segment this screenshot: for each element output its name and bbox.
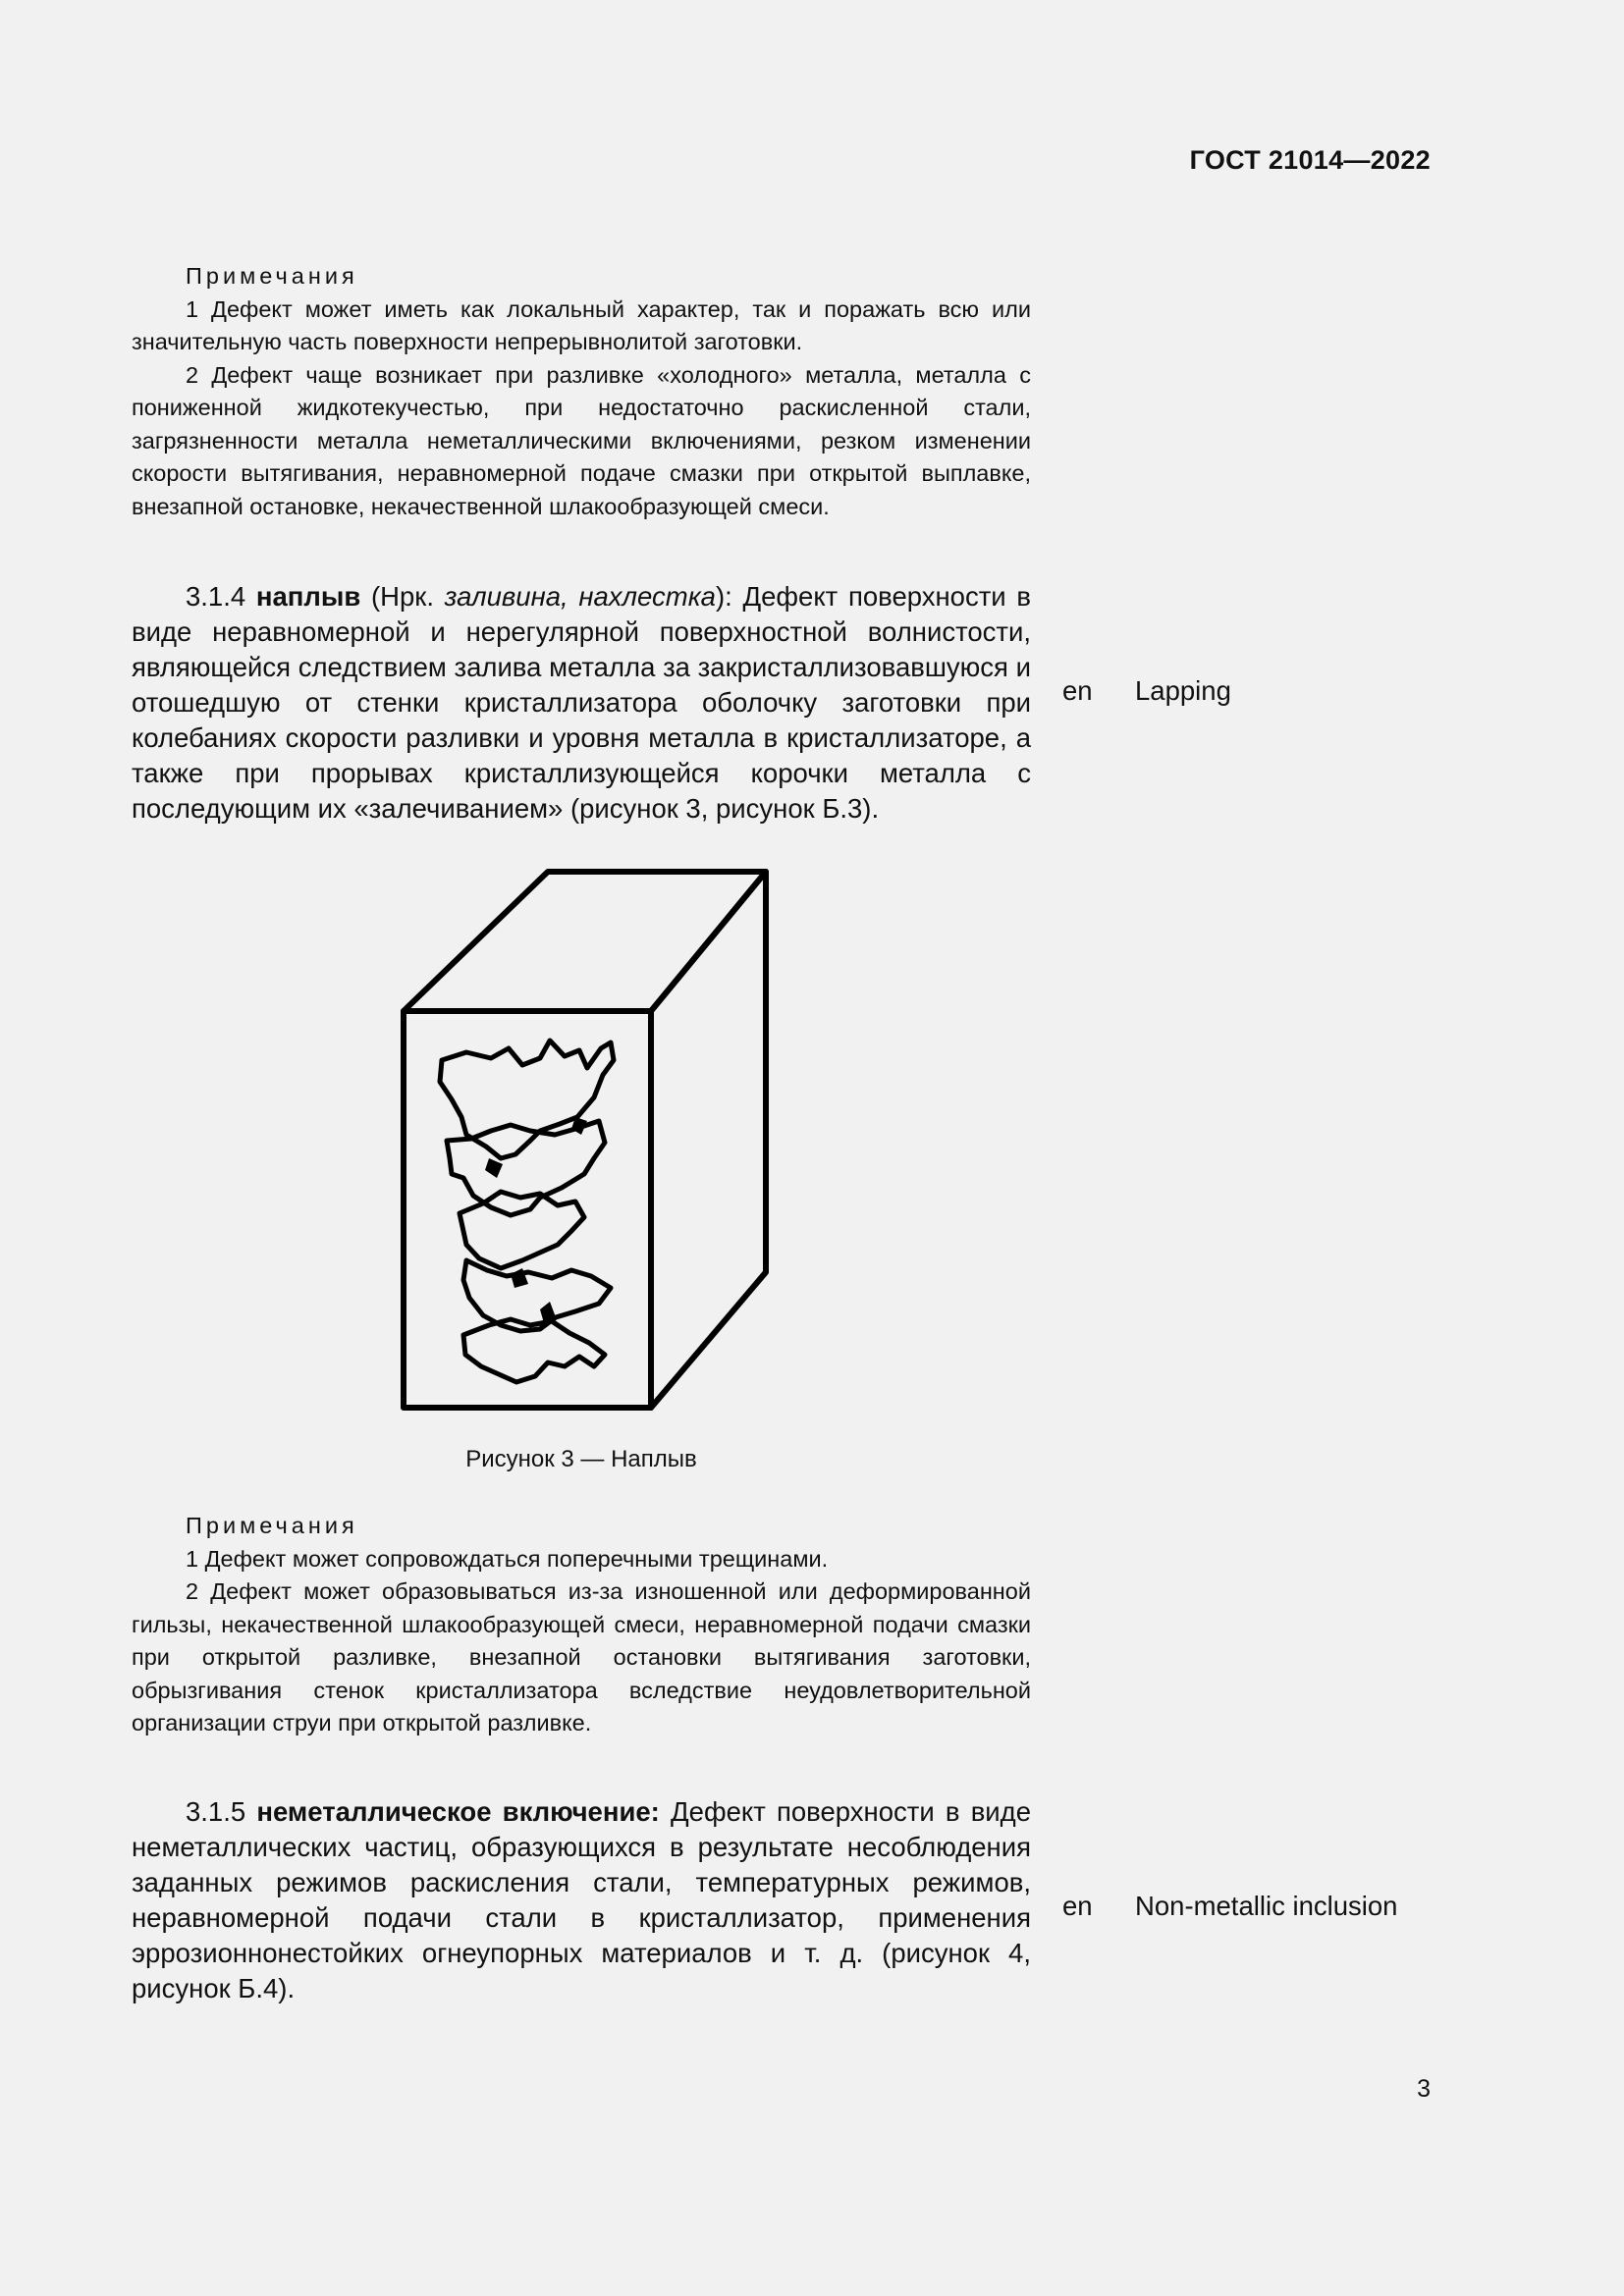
definition-text: Дефект поверхности в виде неравномерной и нерегулярной поверхностной волнистости, являющейся следствием залива металла за закристаллизовавшуюся и отошедшую от стенки кристаллизатора оболочку заготовки при колебаниях скорости разливки и уровня металла в кристаллизаторе, а также при прорывах кристаллизующейся корочки металла с последующим их «залечиванием» (рисунок 3, рисунок Б.3). [132,581,1031,824]
document-code: ГОСТ 21014—2022 [1189,145,1431,175]
term-name: наплыв [255,581,361,612]
term-number: 3.1.4 [186,581,246,612]
notes-block-2 [132,1510,1031,1740]
note-item: 1 Дефект может сопровождаться поперечными трещинами. [186,1545,829,1572]
lang-code: en [1062,1891,1093,1921]
nrk-open: (Нрк. [360,581,445,612]
note-item: 2 Дефект чаще возникает при разливке «холодного» металла, металла с пониженной жидкотекучестью, при недостаточно раскисленной стали, загрязненности металла неметаллическими включениями, резком изменении скорости вытягивания, неравномерной подаче смазки при открытой выплавке, внезапной остановке, некачественной шлакообразующей смеси. [132,361,1031,519]
notes-label: Примечания [186,263,358,289]
term-definition [132,579,1031,827]
term-entry-lapping [132,579,1031,827]
term-name: неметаллическое включение: [256,1796,660,1827]
lapping-figure [393,864,776,1418]
figure-caption: Рисунок 3 — Наплыв [465,1446,697,1472]
term-definition [132,1794,1031,2006]
nonrecommended-terms: заливина, нахлестка [444,581,716,612]
billet-side-face [651,872,766,1408]
lapping-wave-pattern [440,1041,614,1382]
term-entry-inclusion [132,1794,1031,2006]
notes-block-1 [132,260,1031,523]
nrk-close: ): [715,581,743,612]
term-number: 3.1.5 [186,1796,246,1827]
page-number: 3 [1417,2075,1431,2103]
definition-text: Дефект поверхности в виде неметаллических частиц, образующихся в результате несоблюдения заданных режимов раскисления стали, температурных режимов, неравномерной подачи стали в кристаллизатор, применения эррозионнонестойких огнеупорных материалов и т. д. (рисунок 4, рисунок Б.4). [132,1796,1032,2003]
english-term: Non-metallic inclusion [1135,1891,1398,1921]
lang-code: en [1062,675,1093,706]
english-term: Lapping [1135,675,1231,706]
note-item: 1 Дефект может иметь как локальный характер, так и поражать всю или значительную часть поверхности непрерывнолитой заготовки. [132,295,1031,354]
lapping-dark-inclusions [485,1117,587,1323]
notes-label: Примечания [186,1513,358,1538]
note-item: 2 Дефект может образовываться из-за изношенной или деформированной гильзы, некачественной шлакообразующей смеси, неравномерной подачи смазки при открытой разливке, внезапной остановки вытягивания заготовки, обрызгивания стенок кристаллизатора вследствие неудовлетворительной организации струи при открытой разливке. [132,1578,1031,1735]
